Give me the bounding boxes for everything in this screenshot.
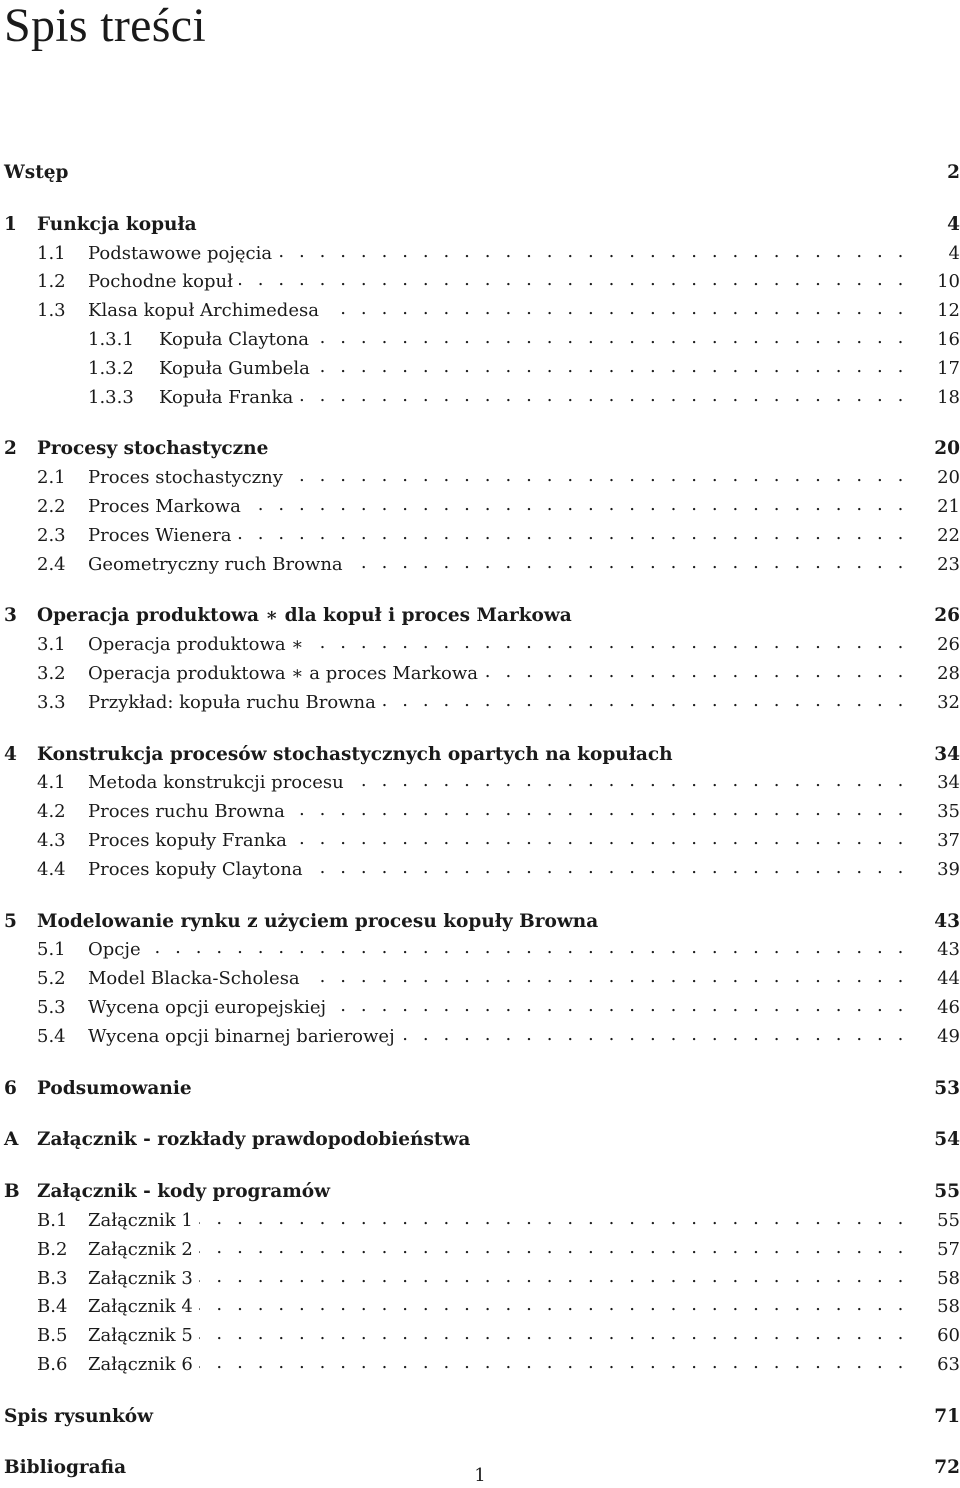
- toc-page-number: 46: [908, 995, 960, 1022]
- toc-leader-dots: [199, 1235, 908, 1255]
- toc-leader-dots: [484, 659, 908, 679]
- toc-number: 2.2: [37, 495, 66, 517]
- toc-leader-dots: [325, 296, 908, 316]
- toc-section[interactable]: [4, 826, 960, 855]
- toc-leader-dots: [310, 630, 908, 650]
- toc-number: 3.3: [37, 691, 66, 713]
- toc-page-number: 71: [918, 1404, 960, 1431]
- toc-section[interactable]: [4, 630, 960, 659]
- toc-page-number: 10: [908, 269, 960, 296]
- toc-leader-dots: [198, 1074, 918, 1094]
- toc-number: 3.2: [37, 662, 66, 684]
- toc-leader-dots: [349, 550, 908, 570]
- toc-number: 5.3: [37, 996, 66, 1018]
- toc-leader-dots: [199, 1321, 908, 1341]
- toc-section[interactable]: [4, 1022, 960, 1051]
- toc-title: Załącznik - rozkłady prawdopodobieństwa: [37, 1127, 476, 1154]
- toc-title: Załącznik 3: [88, 1266, 199, 1293]
- toc-number: B.2: [37, 1238, 68, 1260]
- toc-title: Geometryczny ruch Browna: [88, 552, 349, 579]
- toc-leader-dots: [247, 492, 908, 512]
- toc-leader-dots: [315, 325, 908, 345]
- toc-section[interactable]: [4, 993, 960, 1022]
- toc-page-number: 32: [908, 690, 960, 717]
- toc-number: 3.1: [37, 634, 66, 656]
- toc-page-number: 37: [908, 828, 960, 855]
- toc-number: B.1: [37, 1209, 68, 1231]
- toc-title: Załącznik - kody programów: [37, 1179, 336, 1206]
- toc-title: Kopuła Gumbela: [159, 356, 316, 383]
- toc-number: 4.2: [37, 801, 66, 823]
- toc-number: 1.3: [37, 300, 66, 322]
- toc-number: 5.1: [37, 939, 66, 961]
- toc-title: Metoda konstrukcji procesu: [88, 770, 350, 797]
- toc-leader-dots: [309, 855, 908, 875]
- toc-page-number: 20: [918, 436, 960, 463]
- toc-page-number: 12: [908, 298, 960, 325]
- toc-number: 3: [4, 605, 17, 627]
- toc-title: Operacja produktowa ∗ a proces Markowa: [88, 661, 484, 688]
- toc-page-number: 20: [908, 465, 960, 492]
- toc-section[interactable]: [4, 1350, 960, 1379]
- toc-title: Podstawowe pojęcia: [88, 241, 278, 268]
- toc-title: Załącznik 1: [88, 1208, 199, 1235]
- page-title: Spis treści: [4, 0, 206, 52]
- toc-title: Proces Markowa: [88, 494, 247, 521]
- toc-section[interactable]: [4, 1235, 960, 1264]
- toc-leader-dots: [293, 826, 908, 846]
- toc-number: 1.3.1: [88, 328, 134, 350]
- toc-title: Procesy stochastyczne: [37, 436, 274, 463]
- toc-chapter[interactable]: [4, 907, 960, 936]
- toc-number: 6: [4, 1077, 17, 1099]
- toc-subsection[interactable]: [4, 325, 960, 354]
- toc-title: Kopuła Franka: [159, 385, 299, 412]
- toc-leader-dots: [199, 1206, 908, 1226]
- toc-number: 1: [4, 213, 17, 235]
- toc-section[interactable]: [4, 521, 960, 550]
- toc-title: Wstęp: [4, 160, 74, 187]
- toc-section[interactable]: [4, 1321, 960, 1350]
- toc-title: Spis rysunków: [4, 1404, 159, 1431]
- toc-number: B.6: [37, 1353, 68, 1375]
- toc-number: 1.2: [37, 271, 66, 293]
- toc-page-number: 55: [908, 1208, 960, 1235]
- toc-leader-dots: [199, 1264, 908, 1284]
- toc-page-number: 2: [918, 160, 960, 187]
- toc-title: Załącznik 4: [88, 1294, 199, 1321]
- toc-number: 5.4: [37, 1025, 66, 1047]
- toc-section[interactable]: [4, 855, 960, 884]
- toc-leader-dots: [291, 797, 908, 817]
- toc-leader-dots: [199, 1350, 908, 1370]
- toc-leader-dots: [239, 267, 908, 287]
- toc-page-number: 4: [908, 241, 960, 268]
- toc-page-number: 57: [908, 1237, 960, 1264]
- toc-page-number: 34: [908, 770, 960, 797]
- toc-number: 5: [4, 910, 17, 932]
- toc-chapter[interactable]: [4, 210, 960, 239]
- toc-title: Operacja produktowa ∗ dla kopuł i proces Markowa: [37, 603, 578, 630]
- toc-number: 2.4: [37, 553, 66, 575]
- toc-chapter[interactable]: [4, 740, 960, 769]
- toc-chapter[interactable]: [4, 434, 960, 463]
- toc-title: Proces ruchu Browna: [88, 799, 291, 826]
- toc-section[interactable]: [4, 659, 960, 688]
- toc-leader-dots: [336, 1177, 918, 1197]
- toc-page-number: 34: [918, 742, 960, 769]
- toc-title: Funkcja kopuła: [37, 212, 203, 239]
- toc-section[interactable]: [4, 1292, 960, 1321]
- toc-number: 5.2: [37, 968, 66, 990]
- toc-page-number: 17: [908, 356, 960, 383]
- toc-page-number: 43: [918, 909, 960, 936]
- toc-leader-dots: [382, 688, 908, 708]
- toc-section[interactable]: [4, 239, 960, 268]
- page-number: 1: [474, 1465, 486, 1486]
- toc-leader-dots: [306, 964, 908, 984]
- toc-section[interactable]: [4, 768, 960, 797]
- toc-page-number: 43: [908, 937, 960, 964]
- toc-section[interactable]: [4, 267, 960, 296]
- toc-chapter[interactable]: [4, 1125, 960, 1154]
- toc-page-number: 58: [908, 1266, 960, 1293]
- toc-leader-dots: [316, 354, 908, 374]
- toc-leader-dots: [274, 434, 918, 454]
- toc-section[interactable]: [4, 492, 960, 521]
- toc-title: Model Blacka-Scholesa: [88, 966, 306, 993]
- toc-subsection[interactable]: [4, 354, 960, 383]
- toc-title: Załącznik 6: [88, 1352, 199, 1379]
- toc-number: 4: [4, 743, 17, 765]
- toc-section[interactable]: [4, 296, 960, 325]
- toc-page-number: 58: [908, 1294, 960, 1321]
- toc-chapter[interactable]: [4, 601, 960, 630]
- toc-page-number: 23: [908, 552, 960, 579]
- table-of-contents: [4, 158, 960, 1482]
- toc-title: Załącznik 2: [88, 1237, 199, 1264]
- toc-section[interactable]: [4, 1206, 960, 1235]
- toc-title: Operacja produktowa ∗: [88, 632, 310, 659]
- toc-title: Proces stochastyczny: [88, 465, 289, 492]
- toc-leader-dots: [147, 935, 908, 955]
- toc-page-number: 35: [908, 799, 960, 826]
- toc-page-number: 4: [918, 212, 960, 239]
- toc-title: Opcje: [88, 937, 147, 964]
- toc-leader-dots: [578, 601, 918, 621]
- toc-chapter[interactable]: [4, 1177, 960, 1206]
- toc-title: Bibliografia: [4, 1455, 132, 1482]
- toc-number: 1.3.2: [88, 357, 134, 379]
- toc-page-number: 49: [908, 1024, 960, 1051]
- toc-title: Klasa kopuł Archimedesa: [88, 298, 325, 325]
- toc-leader-dots: [476, 1125, 918, 1145]
- toc-leader-dots: [401, 1022, 908, 1042]
- toc-number: 2.1: [37, 467, 66, 489]
- toc-chapter[interactable]: [4, 1074, 960, 1103]
- toc-page-number: 16: [908, 327, 960, 354]
- toc-leader-dots: [679, 740, 918, 760]
- toc-page-number: 54: [918, 1127, 960, 1154]
- toc-number: 4.3: [37, 829, 66, 851]
- toc-section[interactable]: [4, 797, 960, 826]
- toc-leader-dots: [350, 768, 908, 788]
- toc-title: Wycena opcji binarnej barierowej: [88, 1024, 401, 1051]
- toc-page-number: 39: [908, 857, 960, 884]
- toc-title: Konstrukcja procesów stochastycznych opartych na kopułach: [37, 742, 679, 769]
- toc-number: A: [4, 1129, 19, 1151]
- toc-leader-dots: [74, 158, 918, 178]
- toc-title: Przykład: kopuła ruchu Browna: [88, 690, 382, 717]
- toc-section[interactable]: [4, 688, 960, 717]
- toc-page-number: 60: [908, 1323, 960, 1350]
- toc-number: B: [4, 1181, 20, 1203]
- toc-title: Proces kopuły Claytona: [88, 857, 309, 884]
- toc-chapter[interactable]: [4, 158, 960, 187]
- toc-page-number: 55: [918, 1179, 960, 1206]
- toc-title: Wycena opcji europejskiej: [88, 995, 332, 1022]
- toc-leader-dots: [237, 521, 908, 541]
- toc-page-number: 72: [918, 1455, 960, 1482]
- toc-number: B.4: [37, 1296, 68, 1318]
- toc-number: 1.3.3: [88, 386, 134, 408]
- toc-leader-dots: [289, 463, 908, 483]
- toc-section[interactable]: [4, 550, 960, 579]
- toc-page-number: 44: [908, 966, 960, 993]
- toc-title: Załącznik 5: [88, 1323, 199, 1350]
- toc-chapter[interactable]: [4, 1402, 960, 1431]
- toc-page-number: 21: [908, 494, 960, 521]
- toc-number: 1.1: [37, 242, 66, 264]
- toc-subsection[interactable]: [4, 383, 960, 412]
- toc-number: 4.1: [37, 772, 66, 794]
- toc-page-number: 22: [908, 523, 960, 550]
- toc-number: 4.4: [37, 858, 66, 880]
- toc-page-number: 26: [908, 632, 960, 659]
- toc-leader-dots: [159, 1402, 918, 1422]
- toc-title: Pochodne kopuł: [88, 269, 239, 296]
- toc-leader-dots: [278, 239, 908, 259]
- toc-leader-dots: [299, 383, 908, 403]
- toc-leader-dots: [332, 993, 908, 1013]
- toc-title: Kopuła Claytona: [159, 327, 315, 354]
- toc-title: Proces Wienera: [88, 523, 237, 550]
- toc-title: Proces kopuły Franka: [88, 828, 293, 855]
- toc-section[interactable]: [4, 463, 960, 492]
- toc-leader-dots: [199, 1292, 908, 1312]
- toc-title: Podsumowanie: [37, 1076, 198, 1103]
- toc-section[interactable]: [4, 1264, 960, 1293]
- toc-page-number: 63: [908, 1352, 960, 1379]
- toc-section[interactable]: [4, 935, 960, 964]
- toc-page-number: 53: [918, 1076, 960, 1103]
- toc-number: B.5: [37, 1325, 68, 1347]
- toc-title: Modelowanie rynku z użyciem procesu kopuły Browna: [37, 909, 604, 936]
- toc-section[interactable]: [4, 964, 960, 993]
- toc-leader-dots: [604, 907, 918, 927]
- toc-leader-dots: [203, 210, 918, 230]
- toc-number: B.3: [37, 1267, 68, 1289]
- toc-page-number: 18: [908, 385, 960, 412]
- toc-number: 2: [4, 438, 17, 460]
- toc-page-number: 26: [918, 603, 960, 630]
- toc-page-number: 28: [908, 661, 960, 688]
- toc-number: 2.3: [37, 524, 66, 546]
